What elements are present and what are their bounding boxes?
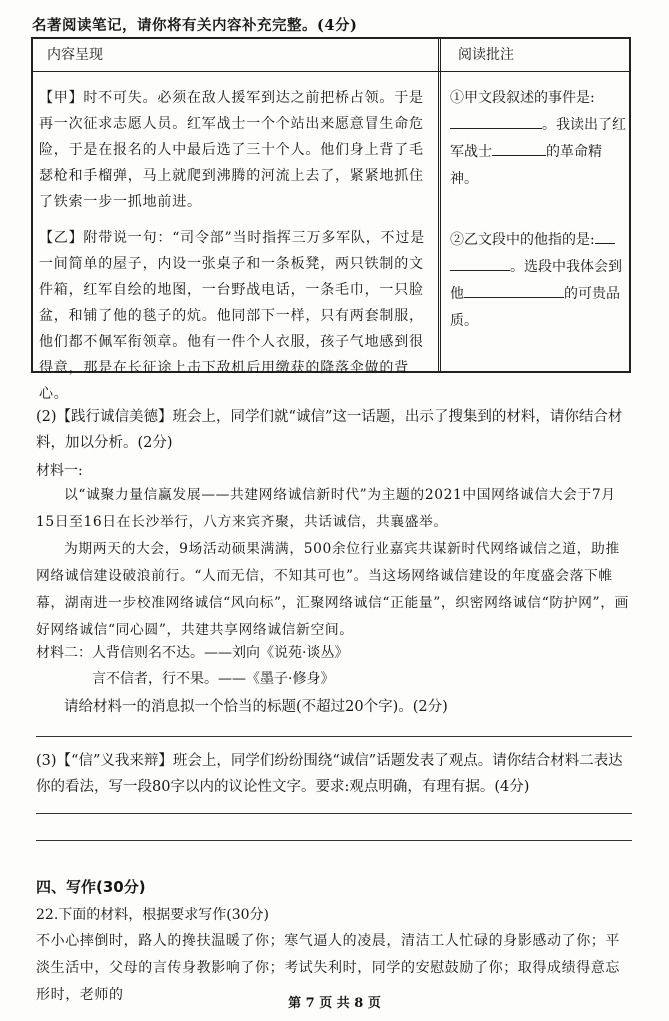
question-2-prompt: (2)【践行诚信美德】班会上，同学们就“诚信”这一话题，出示了搜集到的材料，请你结合材料，加以分析。(2分) [36,409,623,451]
note-2-mid: 。选段中我体会到他 [450,259,622,302]
note-2 [450,227,626,335]
annotation-cell [450,85,626,335]
note-1-prompt: ①甲文段叙述的事件是: [450,90,595,106]
material-2-line-1: 材料二：人背信则名不达。——刘向《说苑·谈丛》 [36,645,349,661]
material-1-paragraph-1: 以“诚聚力量信赢发展——共建网络诚信新时代”为主题的2021中国网络诚信大会于7月15日至16日在长沙举行，八方来宾齐聚，共话诚信，共襄盛举。 [36,487,616,530]
header-annotation: 阅读批注 [458,47,514,63]
passage-yi: 【乙】附带说一句：“司令部”当时指挥三万多军队，不过是一间简单的屋子，内设一张桌子和一条板凳，两只铁制的文件箱，红军自绘的地图，一台野战电话，一条毛巾，一只脸盆，和铺了他的毯子的炕。他同部下一样，只有两套制服，他们都不佩军衔领章。他有一件个人衣服，孩子气地感到很得意，那是在长征途上击下敌机后用缴获的降落伞做的背心。 [39,230,425,402]
answer-blank-4[interactable] [450,256,510,271]
content-cell [39,85,435,417]
note-2-prompt: ②乙文段中的他指的是: [450,232,595,248]
answer-line-q3-1[interactable] [36,813,632,814]
note-1 [450,85,626,193]
answer-blank-1[interactable] [450,114,542,129]
question-2-task: 请给材料一的消息拟一个恰当的标题(不超过20个字)。(2分) [64,699,448,715]
material-2-line-2: 言不信者，行不果。——《墨子·修身》 [92,671,335,687]
answer-blank-5[interactable] [464,283,564,298]
note-2-end: 的可贵品质。 [450,286,620,329]
material-1-paragraph-2: 为期两天的大会，9场活动硕果满满，500余位行业嘉宾共谋新时代网络诚信之道，助推网络诚信建设破浪前行。“人而无信，不知其可也”。当这场网络诚信建设的年度盛会落下帷幕，湖南进一步校准网络诚信“风向标”，汇聚网络诚信“正能量”，织密网络诚信“防护网”，画好网络诚信“同心圆”，共建共享网络诚信新空间。 [36,541,629,638]
question-22-material: 不小心摔倒时，路人的搀扶温暖了你；寒气逼人的凌晨，清洁工人忙碌的身影感动了你；平淡生活中，父母的言传身教影响了你；考试失利时，同学的安慰鼓励了你；取得成绩得意忘形时，老师的 [36,933,620,1003]
answer-line-q2[interactable] [36,736,632,737]
answer-blank-2[interactable] [492,141,546,156]
note-1-mid: 。我读出了红军战士 [450,117,626,160]
material-1-label: 材料一: [36,463,83,479]
passage-jia: 【甲】时不可失。必须在敌人援军到达之前把桥占领。于是再一次征求志愿人员。红军战士一个个站出来愿意冒生命危险，于是在报名的人中最后选了三十个人。他们身上背了毛瑟枪和手榴弹，马上就爬到沸腾的河流上去了，紧紧地抓住了铁索一步一抓地前进。 [39,90,424,210]
note-1-end: 的革命精神。 [450,144,602,187]
answer-blank-3[interactable] [595,229,615,244]
reading-notes-table [31,37,631,402]
table-header-divider [33,71,629,72]
question-3-prompt: (3)【“信”义我来辩】班会上，同学们纷纷围绕“诚信”话题发表了观点。请你结合材料二表达你的看法，写一段80字以内的议论性文字。要求:观点明确，有理有据。(4分) [36,753,623,795]
section-4-heading: 四、写作(30分) [36,878,146,896]
page-number: 第 7 页 共 8 页 [288,996,381,1011]
reading-notes-instruction: 名著阅读笔记，请你将有关内容补充完整。(4分) [32,17,358,34]
answer-line-q3-2[interactable] [36,840,632,841]
table-column-divider [438,39,441,371]
question-22-prompt: 22.下面的材料，根据要求写作(30分) [36,907,270,923]
header-content: 内容呈现 [47,47,103,63]
